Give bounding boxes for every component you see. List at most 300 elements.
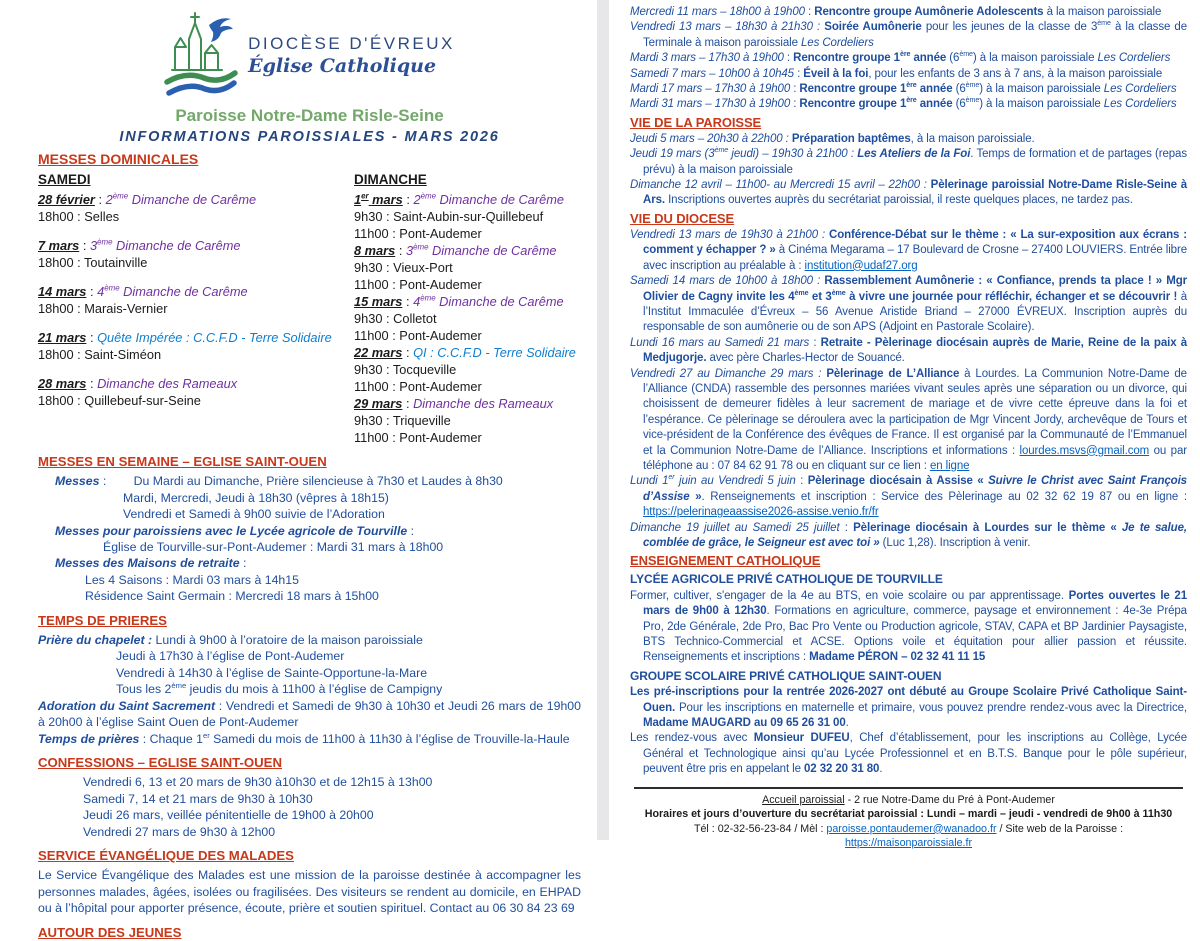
mass-date bbox=[38, 237, 354, 254]
text-run: Mardi 31 mars – 17h30 à 19h00 bbox=[630, 98, 791, 111]
text-run: Messes pour paroissiens avec le Lycée agricole de Tourville bbox=[55, 523, 408, 538]
text-run: Rencontre groupe 1 bbox=[799, 83, 907, 96]
text-run: Dimanche de Carême bbox=[112, 238, 241, 253]
left-page bbox=[0, 0, 597, 940]
text-run: Accueil paroissial bbox=[762, 793, 845, 806]
text-run: ème bbox=[420, 191, 436, 201]
heading-vie-du-diocese bbox=[630, 211, 1187, 227]
text-run: : bbox=[395, 243, 406, 258]
heading-enseignement-catholique bbox=[630, 553, 1187, 569]
text-run: Les 4 Saisons : Mardi 03 mars à 14h15 bbox=[85, 572, 299, 587]
mass-schedule-grid bbox=[38, 171, 581, 446]
mass-time bbox=[354, 327, 581, 344]
page-gutter-divider bbox=[597, 0, 609, 840]
text-run: 15 mars bbox=[354, 294, 403, 309]
text-run: » bbox=[689, 490, 702, 503]
text-run: Les Ateliers de la Foi bbox=[857, 148, 971, 161]
text-run: Préparation baptêmes bbox=[791, 132, 911, 145]
text-run: (6 bbox=[952, 98, 966, 111]
text-run: Les rendez-vous avec bbox=[630, 732, 754, 745]
text-run: Dimanche de Carême bbox=[436, 192, 565, 207]
text-run: : bbox=[402, 345, 414, 360]
text-run: ) à la maison paroissiale bbox=[972, 52, 1098, 65]
text-run: pour les jeunes de la classe de 3 bbox=[921, 21, 1098, 34]
text-run: ENSEIGNEMENT CATHOLIQUE bbox=[630, 553, 821, 569]
text-run: Vendredi 6, 13 et 20 mars de 9h30 à10h30 et de 12h15 à 13h00 bbox=[83, 775, 433, 790]
text-run: Samedi 7, 14 et 21 mars de 9h30 à 10h30 bbox=[83, 791, 313, 806]
text-line bbox=[630, 731, 1187, 777]
text-run: 9h30 : Tocqueville bbox=[354, 362, 457, 377]
text-run: . bbox=[845, 717, 849, 730]
text-run: ème bbox=[413, 242, 429, 252]
text-run: Dimanche 12 avril – 11h00- au Mercredi 15 avril – 22h00 : bbox=[630, 179, 931, 192]
text-run: ème bbox=[171, 681, 187, 691]
text-line bbox=[38, 731, 581, 747]
text-run: Jeudi 5 mars – 20h30 à 22h00 : bbox=[630, 132, 792, 145]
mass-date bbox=[38, 283, 354, 300]
text-run: 02 32 20 31 80 bbox=[804, 763, 880, 776]
text-run: 11h00 : Pont-Audemer bbox=[354, 379, 482, 394]
diocese-header-text bbox=[248, 34, 455, 77]
text-run: Je te salue, comblée de grâce, le Seigneur est avec toi » bbox=[643, 521, 1187, 549]
text-run: Rencontre groupe Aumônerie Adolescents bbox=[814, 6, 1044, 18]
heading-service-evangelique bbox=[38, 848, 581, 864]
text-run: Les Cordeliers bbox=[800, 36, 874, 49]
text-run: Éveil à la foi bbox=[803, 67, 869, 80]
text-run: : bbox=[790, 83, 800, 96]
text-run: Adoration du Saint Sacrement bbox=[38, 698, 216, 713]
text-run: Samedi 7 mars – 10h00 à 10h45 bbox=[630, 67, 794, 80]
text-run: / Site web de la Paroisse : bbox=[996, 822, 1124, 835]
text-run: ème bbox=[965, 96, 980, 105]
page-title: INFORMATIONS PAROISSIALES - MARS 2026 bbox=[119, 129, 500, 145]
text-run: Monsieur DUFEU bbox=[753, 732, 850, 745]
text-run: 3 bbox=[405, 243, 414, 258]
text-run: : Du Mardi au Dimanche, Prière silencieuse à 7h30 et Laudes à 8h30 bbox=[99, 474, 503, 489]
text-run: et 3 bbox=[808, 290, 832, 303]
heading-lycee-agricole bbox=[630, 572, 1187, 587]
text-line bbox=[630, 474, 1187, 520]
text-run: : bbox=[86, 284, 98, 299]
text-line bbox=[38, 632, 581, 648]
text-run: Madame MAUGARD au 09 65 26 31 00 bbox=[643, 717, 846, 730]
text-run: ème bbox=[97, 237, 113, 247]
text-run: : bbox=[783, 52, 794, 65]
text-run: : bbox=[839, 521, 854, 534]
text-run: Suivre le Christ avec Saint François d’Assise bbox=[643, 475, 1187, 503]
text-run: ) à la maison paroissiale bbox=[979, 83, 1104, 96]
text-run: GROUPE SCOLAIRE PRIVÉ CATHOLIQUE SAINT-OUEN bbox=[630, 668, 942, 683]
text-line bbox=[116, 681, 581, 697]
text-run: Tous les 2 bbox=[116, 682, 172, 697]
text-run: CONFESSIONS – EGLISE SAINT-OUEN bbox=[38, 754, 283, 770]
text-run: : bbox=[804, 6, 815, 18]
mass-date bbox=[38, 191, 354, 208]
text-run: Pèlerinage de L’Alliance bbox=[826, 367, 960, 380]
text-run: ème bbox=[420, 293, 436, 303]
text-run: : bbox=[402, 294, 414, 309]
text-run: Mardi, Mercredi, Jeudi à 18h30 (vêpres à 18h15) bbox=[123, 490, 389, 505]
text-line bbox=[38, 867, 581, 916]
text-run: à Lourdes. La Communion Notre-Dame de l’Alliance (CNDA) rassemble des personnes mariées vivant seules après une séparation ou un divorce, qui choisissent de demeurer fidèles à leur sacrement de mariage et de vivre cette épreuve dans la foi et l’espérance. Ce pèlerinage se déroulera avec la participation de Mgr Vincent Jordy, archevêque de Tours et vice-président de la Conférence des évêques de France. Il est organisé par la Communauté de l’Emmanuel et la Communion Notre-Dame de l’Alliance. Inscriptions et informations : bbox=[643, 367, 1187, 457]
text-run: VIE DE LA PAROISSE bbox=[630, 114, 762, 130]
text-run: Portes ouvertes le 21 mars de 9h00 à 12h30 bbox=[643, 589, 1187, 618]
mass-time bbox=[354, 412, 581, 429]
text-run: Lundi à 9h00 à l’oratoire de la maison paroissiale bbox=[155, 633, 423, 648]
text-line bbox=[630, 178, 1187, 209]
text-run: ème bbox=[794, 288, 809, 297]
text-run: Les pré-inscriptions pour la rentrée 2026-2027 ont débuté au Groupe Scolaire Privé Catholique Saint-Ouen. bbox=[630, 686, 1187, 714]
mass-time bbox=[38, 254, 354, 271]
text-run: : bbox=[239, 556, 247, 571]
text-line bbox=[116, 648, 581, 664]
text-line bbox=[83, 774, 581, 790]
text-run: : bbox=[402, 192, 414, 207]
text-run: Rencontre groupe 1 bbox=[793, 52, 900, 65]
text-run: avec père Charles-Hector de Souancé. bbox=[706, 352, 905, 365]
text-run: Inscription à venir. bbox=[936, 537, 1031, 549]
text-line bbox=[55, 555, 581, 571]
text-line bbox=[630, 51, 1187, 66]
text-run: Tél : 02-32-56-23-84 / Mèl : bbox=[693, 822, 827, 835]
text-run: QI : C.C.F.D - Terre Solidaire bbox=[413, 345, 576, 360]
hyperlink[interactable]: paroisse.pontaudemer@wanadoo.fr bbox=[826, 822, 997, 835]
text-run: : bbox=[407, 523, 415, 538]
text-run: Dimanche 19 juillet au Samedi 25 juillet bbox=[630, 521, 840, 534]
text-run: 28 mars bbox=[38, 376, 87, 391]
text-run: 9h30 : Saint-Aubin-sur-Quillebeuf bbox=[354, 209, 544, 224]
text-run: Les Cordeliers bbox=[1103, 98, 1177, 111]
diocese-subtitle: Église Catholique bbox=[248, 54, 437, 77]
text-run: ème bbox=[112, 191, 129, 201]
diocese-header bbox=[38, 8, 581, 102]
mass-schedule-section bbox=[38, 151, 581, 446]
text-run: Rencontre groupe 1 bbox=[799, 98, 907, 111]
text-run: TEMPS DE PRIERES bbox=[38, 612, 167, 628]
parish-name: Paroisse Notre-Dame Risle-Seine bbox=[175, 106, 444, 125]
text-run: année bbox=[916, 83, 953, 96]
text-line bbox=[630, 228, 1187, 274]
mass-time bbox=[38, 300, 354, 317]
text-run: Temps de prières bbox=[38, 731, 140, 746]
text-line bbox=[630, 147, 1187, 178]
text-line bbox=[38, 698, 581, 731]
mass-date bbox=[354, 293, 581, 310]
hyperlink[interactable]: en ligne bbox=[929, 459, 970, 472]
text-run: VIE DU DIOCESE bbox=[630, 210, 735, 226]
text-run: , pour les enfants de 3 ans à 7 ans, à la maison paroissiale bbox=[868, 67, 1163, 80]
text-run: année bbox=[916, 98, 953, 111]
text-run: Église de Tourville-sur-Pont-Audemer : Mardi 31 mars à 18h00 bbox=[103, 540, 444, 555]
text-line bbox=[83, 824, 581, 840]
mass-time bbox=[38, 346, 354, 363]
footer-contact bbox=[634, 822, 1183, 851]
text-run: 14 mars bbox=[38, 284, 87, 299]
mass-date bbox=[354, 344, 581, 361]
text-line bbox=[116, 665, 581, 681]
diocese-name: DIOCÈSE D'ÉVREUX bbox=[248, 33, 455, 53]
text-run: Vendredi 13 mars de 19h30 à 21h00 : bbox=[630, 228, 829, 241]
text-line bbox=[630, 5, 1187, 20]
text-run: 1 bbox=[354, 192, 362, 207]
saturday-entries bbox=[38, 191, 354, 409]
text-run: 18h00 : Marais-Vernier bbox=[38, 301, 168, 316]
text-run: SERVICE ÉVANGÉLIQUE DES MALADES bbox=[38, 847, 294, 863]
text-run: , à la maison paroissiale. bbox=[910, 132, 1035, 145]
text-run: Dimanche des Rameaux bbox=[97, 376, 238, 391]
text-run: ème bbox=[714, 146, 729, 155]
text-run: Dimanche de Carême bbox=[428, 243, 557, 258]
text-run: AUTOUR DES JEUNES bbox=[38, 924, 182, 940]
text-run: Messes bbox=[55, 474, 100, 489]
text-run: jeudi) – 19h30 à 21h00 : bbox=[728, 148, 858, 161]
heading-messes-en-semaine bbox=[38, 454, 581, 470]
text-run: ème bbox=[104, 283, 120, 293]
mass-time bbox=[38, 208, 354, 225]
text-run: LYCÉE AGRICOLE PRIVÉ CATHOLIQUE DE TOURVILLE bbox=[630, 572, 943, 587]
text-run: Pèlerinage diocésain à Assise « bbox=[807, 475, 989, 488]
text-run: ème bbox=[959, 50, 973, 59]
heading-messes-dominicales: MESSES DOMINICALES bbox=[38, 151, 199, 167]
text-run: ) à la maison paroissiale bbox=[979, 98, 1104, 111]
text-line bbox=[55, 473, 581, 489]
text-run: Samedi du mois de 11h00 à 11h30 à l’église de Trouville-la-Haule bbox=[209, 731, 570, 746]
heading-confessions bbox=[38, 755, 581, 771]
diocese-logo-icon bbox=[164, 8, 238, 102]
text-run: 11h00 : Pont-Audemer bbox=[354, 277, 482, 292]
text-run: à Cinéma Megarama – 17 Boulevard de Crosne – 27400 LOUVIERS. Entrée libre avec inscription au préalable à : bbox=[643, 244, 1187, 272]
text-run: 18h00 : Saint-Siméon bbox=[38, 347, 162, 362]
text-run: ère bbox=[899, 50, 911, 59]
text-run: : bbox=[402, 396, 414, 411]
text-run: Dimanche de Carême bbox=[128, 192, 257, 207]
text-line bbox=[103, 539, 581, 555]
text-run: Dimanche de Carême bbox=[435, 294, 564, 309]
text-run: 11h00 : Pont-Audemer bbox=[354, 328, 482, 343]
text-run: Mardi 17 mars – 17h30 à 19h00 bbox=[630, 83, 791, 96]
text-run: Dimanche des Rameaux bbox=[413, 396, 554, 411]
text-line bbox=[630, 82, 1187, 97]
mass-date bbox=[38, 375, 354, 392]
hyperlink[interactable]: https://maisonparoissiale.fr bbox=[844, 837, 973, 850]
text-run: 8 mars bbox=[354, 243, 396, 258]
page-footer bbox=[634, 787, 1183, 851]
text-run: ème bbox=[1097, 19, 1111, 28]
text-run: à la classe de Terminale à maison paroissiale bbox=[643, 21, 1187, 49]
text-run: , Chef d’établissement, pour les inscriptions au Collège, Lycée Général et Technologique ainsi qu’au Lycée Professionnel et en B.T.S. Banque pour le pôle supérieur, peuvent être pris en appelant le bbox=[643, 732, 1187, 776]
sunday-column bbox=[354, 171, 581, 446]
text-run: . bbox=[879, 763, 883, 776]
text-run: 11h00 : Pont-Audemer bbox=[354, 430, 482, 445]
text-run: (Luc 1,28). bbox=[879, 537, 937, 549]
text-line bbox=[630, 274, 1187, 336]
text-run: Pèlerinage diocésain à Lourdes sur le thème « bbox=[853, 521, 1122, 534]
text-run: . Renseignements et inscription : Service des Pèlerinage au 02 32 62 19 87 ou en ligne : bbox=[701, 490, 1187, 503]
text-line bbox=[123, 506, 581, 522]
text-run: Prière du chapelet : bbox=[38, 633, 156, 648]
text-run: Messes des Maisons de retraite bbox=[55, 556, 240, 571]
saturday-label: SAMEDI bbox=[38, 172, 91, 187]
mass-time bbox=[354, 378, 581, 395]
sunday-entries bbox=[354, 191, 581, 446]
text-line bbox=[630, 132, 1187, 147]
mass-time bbox=[38, 392, 354, 409]
footer-hours bbox=[634, 807, 1183, 822]
text-line bbox=[630, 67, 1187, 82]
text-run: Jeudi à 17h30 à l’église de Pont-Audemer bbox=[116, 649, 345, 664]
heading-autour-des-jeunes bbox=[38, 925, 581, 941]
text-line bbox=[630, 589, 1187, 666]
text-line bbox=[630, 521, 1187, 552]
text-run: Vendredi 27 mars de 9h30 à 12h00 bbox=[83, 824, 276, 839]
text-run: : bbox=[86, 376, 98, 391]
text-run: 9h30 : Colletot bbox=[354, 311, 437, 326]
heading-vie-de-la-paroisse bbox=[630, 115, 1187, 131]
text-run: Rassemblement Aumônerie : « Confiance, prends ta place ! » Mgr Olivier de Cagny invite les 4 bbox=[643, 275, 1187, 303]
text-line bbox=[83, 791, 581, 807]
sunday-label: DIMANCHE bbox=[354, 172, 427, 187]
text-run: 2 bbox=[413, 192, 421, 207]
left-page-sections bbox=[38, 454, 581, 941]
mass-time bbox=[354, 310, 581, 327]
text-run: 9h30 : Triqueville bbox=[354, 413, 451, 428]
text-run: Les Cordeliers bbox=[1097, 52, 1171, 65]
text-run: Mardi 3 mars – 17h30 à 19h00 bbox=[630, 52, 784, 65]
text-run: Madame PÉRON – 02 32 41 11 15 bbox=[809, 651, 986, 664]
text-run: : bbox=[86, 330, 98, 345]
mass-time bbox=[354, 208, 581, 225]
right-page-sections bbox=[630, 5, 1187, 778]
text-run: 4 bbox=[413, 294, 421, 309]
text-run: Résidence Saint Germain : Mercredi 18 mars à 15h00 bbox=[85, 589, 379, 604]
text-run: Mercredi 11 mars – 18h00 à 19h00 bbox=[630, 6, 805, 18]
text-line bbox=[630, 685, 1187, 731]
text-line bbox=[630, 97, 1187, 112]
text-run: : bbox=[790, 98, 800, 111]
mass-date bbox=[354, 191, 581, 208]
text-run: ère bbox=[906, 96, 917, 105]
text-run: ème bbox=[831, 288, 846, 297]
text-run: Horaires et jours d’ouverture du secrétariat paroissial : Lundi – mardi – jeudi - vendredi de 9h00 à 11h30 bbox=[644, 808, 1173, 821]
text-run: Samedi 14 mars de 10h00 à 18h00 : bbox=[630, 275, 825, 288]
text-run: Lundi 16 mars au Samedi 21 mars bbox=[630, 336, 810, 349]
text-run: : Vendredi et Samedi de 9h30 à 10h30 et Jeudi 26 mars de 19h00 à 20h00 à l’église Saint Ouen de Pont-Audemer bbox=[38, 698, 581, 730]
mass-time bbox=[354, 361, 581, 378]
text-line bbox=[85, 572, 581, 588]
text-line bbox=[55, 523, 581, 539]
text-run: . Formations en agriculture, commerce, paysage et environnement : 4e-3e Prépa Pro, 2de Générale, 2de Pro, Bac Pro Vente ou Production agricole, STAV, CAPA et BP Jardinier Paysagiste, BTS Technico-Commercial et ACSE. Options voile et équitation pour allier passion et réussite. Renseignements et inscriptions : bbox=[643, 605, 1187, 664]
hyperlink[interactable]: lourdes.msvs@gmail.com bbox=[1019, 444, 1150, 457]
heading-temps-de-prieres bbox=[38, 613, 581, 629]
text-run: : bbox=[79, 238, 90, 253]
text-run: ou par téléphone au : 07 84 62 91 78 ou en cliquant sur ce lien : bbox=[643, 444, 1187, 472]
mass-date bbox=[354, 395, 581, 412]
text-run: Pèlerinage paroissial Notre-Dame Risle-Seine à Ars. bbox=[643, 179, 1187, 207]
heading-groupe-scolaire bbox=[630, 669, 1187, 684]
text-run: 29 mars bbox=[354, 396, 403, 411]
text-run: année bbox=[910, 52, 947, 65]
text-run: Dimanche de Carême bbox=[119, 284, 248, 299]
mass-time bbox=[354, 259, 581, 276]
text-run: : Chaque 1 bbox=[139, 731, 203, 746]
text-run: 22 mars bbox=[354, 345, 403, 360]
text-run: Inscriptions ouvertes auprès du secrétariat paroissial, il reste quelques places, ne tardez pas. bbox=[664, 194, 1133, 207]
text-run: 7 mars bbox=[38, 238, 80, 253]
text-run: juin au Vendredi 5 juin bbox=[674, 475, 796, 488]
text-run: à vivre une journée pour réfléchir, échanger et se découvrir ! bbox=[845, 290, 1178, 303]
text-run: jeudis du mois à 11h00 à l’église de Campigny bbox=[186, 682, 443, 697]
text-line bbox=[83, 807, 581, 823]
text-run: Soirée Aumônerie bbox=[824, 21, 922, 34]
footer-address bbox=[634, 793, 1183, 808]
text-run: er bbox=[202, 730, 210, 740]
text-run: Pour les inscriptions en maternelle et primaire, vous pouvez prendre rendez-vous avec la Directrice, bbox=[675, 701, 1187, 714]
text-run: ère bbox=[906, 81, 917, 90]
text-run: : bbox=[809, 336, 821, 349]
text-line bbox=[85, 588, 581, 604]
text-line bbox=[630, 367, 1187, 475]
text-run: (6 bbox=[952, 83, 966, 96]
text-run: 2 bbox=[105, 192, 113, 207]
text-line bbox=[630, 20, 1187, 51]
text-run: 18h00 : Selles bbox=[38, 209, 120, 224]
text-line bbox=[630, 336, 1187, 367]
text-run: mars bbox=[368, 192, 403, 207]
text-line bbox=[123, 490, 581, 506]
text-run: MESSES EN SEMAINE – EGLISE SAINT-OUEN bbox=[38, 454, 327, 469]
mass-time bbox=[354, 225, 581, 242]
text-run: Jeudi 26 mars, veillée pénitentielle de 19h00 à 20h00 bbox=[83, 808, 374, 823]
mass-date bbox=[38, 329, 354, 346]
mass-date bbox=[354, 242, 581, 259]
text-run: Vendredi et Samedi à 9h00 suivie de l’Adoration bbox=[123, 507, 385, 522]
text-run: 28 février bbox=[38, 192, 95, 207]
text-run: 9h30 : Vieux-Port bbox=[354, 260, 453, 275]
text-run: à la maison paroissiale bbox=[1043, 6, 1162, 18]
text-run: Les Cordeliers bbox=[1103, 83, 1177, 96]
mass-time bbox=[354, 429, 581, 446]
text-run: 21 mars bbox=[38, 330, 87, 345]
text-run: ème bbox=[965, 81, 980, 90]
right-page bbox=[609, 0, 1200, 850]
text-run: Vendredi à 14h30 à l’église de Sainte-Opportune-la-Mare bbox=[116, 665, 428, 680]
text-run: 18h00 : Quillebeuf-sur-Seine bbox=[38, 393, 201, 408]
text-run: 11h00 : Pont-Audemer bbox=[354, 226, 482, 241]
text-run: Retraite - Pèlerinage diocésain auprès de Marie, Reine de la paix à Medjugorje. bbox=[643, 336, 1187, 365]
text-run: : bbox=[795, 475, 808, 488]
text-run: : bbox=[94, 192, 106, 207]
text-run: Vendredi 13 mars – 18h30 à 21h30 : bbox=[630, 21, 825, 34]
hyperlink[interactable]: https://pelerinageaassise2026-assise.venio.fr/fr bbox=[643, 506, 879, 519]
dove-icon bbox=[209, 18, 233, 42]
text-run: - 2 rue Notre-Dame du Pré à Pont-Audemer bbox=[844, 793, 1055, 806]
text-run: 18h00 : Toutainville bbox=[38, 255, 148, 270]
hyperlink[interactable]: institution@udaf27.org bbox=[804, 259, 918, 272]
text-run: Jeudi 19 mars (3 bbox=[630, 148, 715, 161]
text-run: Lundi 1 bbox=[630, 475, 669, 488]
text-run: Former, cultiver, s'engager de la 4e au BTS, en voie scolaire ou par apprentissage. bbox=[630, 589, 1069, 602]
text-run: . Temps de formation et de partages (repas prévu) à la maison paroissiale bbox=[643, 148, 1187, 176]
saturday-column bbox=[38, 171, 354, 446]
text-run: Vendredi 27 au Dimanche 29 mars : bbox=[630, 367, 827, 380]
text-run: 4 bbox=[97, 284, 105, 299]
text-run: à l’Institut Immaculée d’Évreux – 56 Avenue Aristide Briand – 27000 ÉVREUX. Inscription auprès du responsable de son aumônerie ou de son APS (Adjoint en Pastorale Scolaire). bbox=[643, 290, 1188, 334]
text-run: er bbox=[668, 473, 675, 482]
text-run: Le Service Évangélique des Malades est une mission de la paroisse destinée à accompagner les personnes malades, âgées, isolées ou fragilisées. Des visiteurs se rendent au domicile, en EHPAD ou à l’hôpital pour apporter présence, écoute, prière et soutien spirituel. Contact au 06 30 84 23 69 bbox=[38, 868, 581, 916]
text-run: (6 bbox=[946, 52, 960, 65]
mass-time bbox=[354, 276, 581, 293]
text-run: er bbox=[361, 191, 369, 201]
